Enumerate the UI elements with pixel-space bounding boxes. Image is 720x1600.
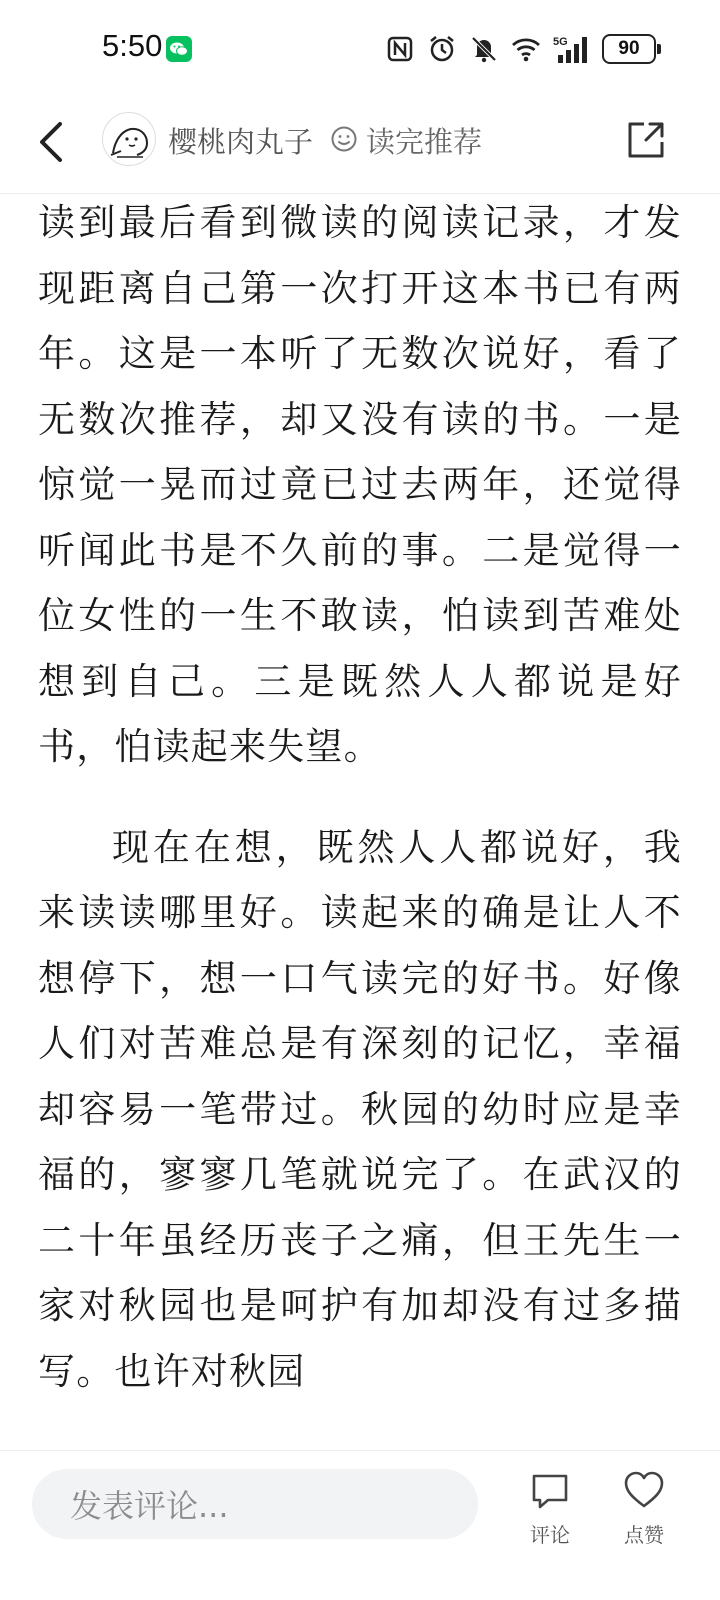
- like-button[interactable]: [604, 1469, 684, 1559]
- share-icon[interactable]: [626, 120, 666, 160]
- like-label: 点赞: [624, 1523, 664, 1547]
- nfc-icon: [384, 33, 416, 65]
- paragraph-2: 现在在想，既然人人都说好，我来读读哪里好。读起来的确是让人不想停下，想一口气读完的好书。好像人们对苦难总是有深刻的记忆，幸福却容易一笔带过。秋园的幼时应是幸福的，寥寥几笔就说完了。在武汉的二十年虽经历丧子之痛，但王先生一家对秋园也是呵护有加却没有过多描写。也许对秋园: [38, 825, 682, 1393]
- smile-icon: [330, 125, 358, 153]
- recommend-tag: 读完推荐: [366, 125, 483, 159]
- mute-icon: [468, 33, 500, 65]
- status-bar: [0, 0, 720, 98]
- comment-placeholder: 发表评论...: [70, 1487, 229, 1525]
- comment-icon: [528, 1469, 572, 1513]
- author-name[interactable]: 樱桃肉丸子: [168, 125, 314, 159]
- battery-icon: [602, 34, 656, 64]
- heart-icon: [622, 1469, 666, 1513]
- comment-input[interactable]: [32, 1469, 478, 1539]
- article-body: [38, 190, 682, 1450]
- svg-text:5G: 5G: [553, 36, 568, 48]
- article-header: [0, 98, 720, 194]
- comment-label: 评论: [530, 1523, 570, 1547]
- wechat-icon: [166, 36, 192, 62]
- status-time: 5:50: [102, 28, 163, 63]
- alarm-icon: [426, 33, 458, 65]
- status-icons: [384, 31, 656, 67]
- paragraph-1: 读到最后看到微读的阅读记录，才发现距离自己第一次打开这本书已有两年。这是一本听了无数次说好，看了无数次推荐，却又没有读的书。一是惊觉一晃而过竟已过去两年，还觉得听闻此书是不久前的事。二是觉得一位女性的一生不敢读，怕读到苦难处想到自己。三是既然人人都说是好书，怕读起来失望。: [38, 201, 682, 768]
- avatar[interactable]: [102, 112, 156, 166]
- signal-5g-icon: [552, 33, 592, 65]
- wifi-icon: [510, 33, 542, 65]
- back-arrow-icon[interactable]: [32, 116, 72, 168]
- comment-button[interactable]: [510, 1469, 590, 1559]
- battery-level: 90: [618, 38, 640, 59]
- bottom-action-bar: [0, 1450, 720, 1600]
